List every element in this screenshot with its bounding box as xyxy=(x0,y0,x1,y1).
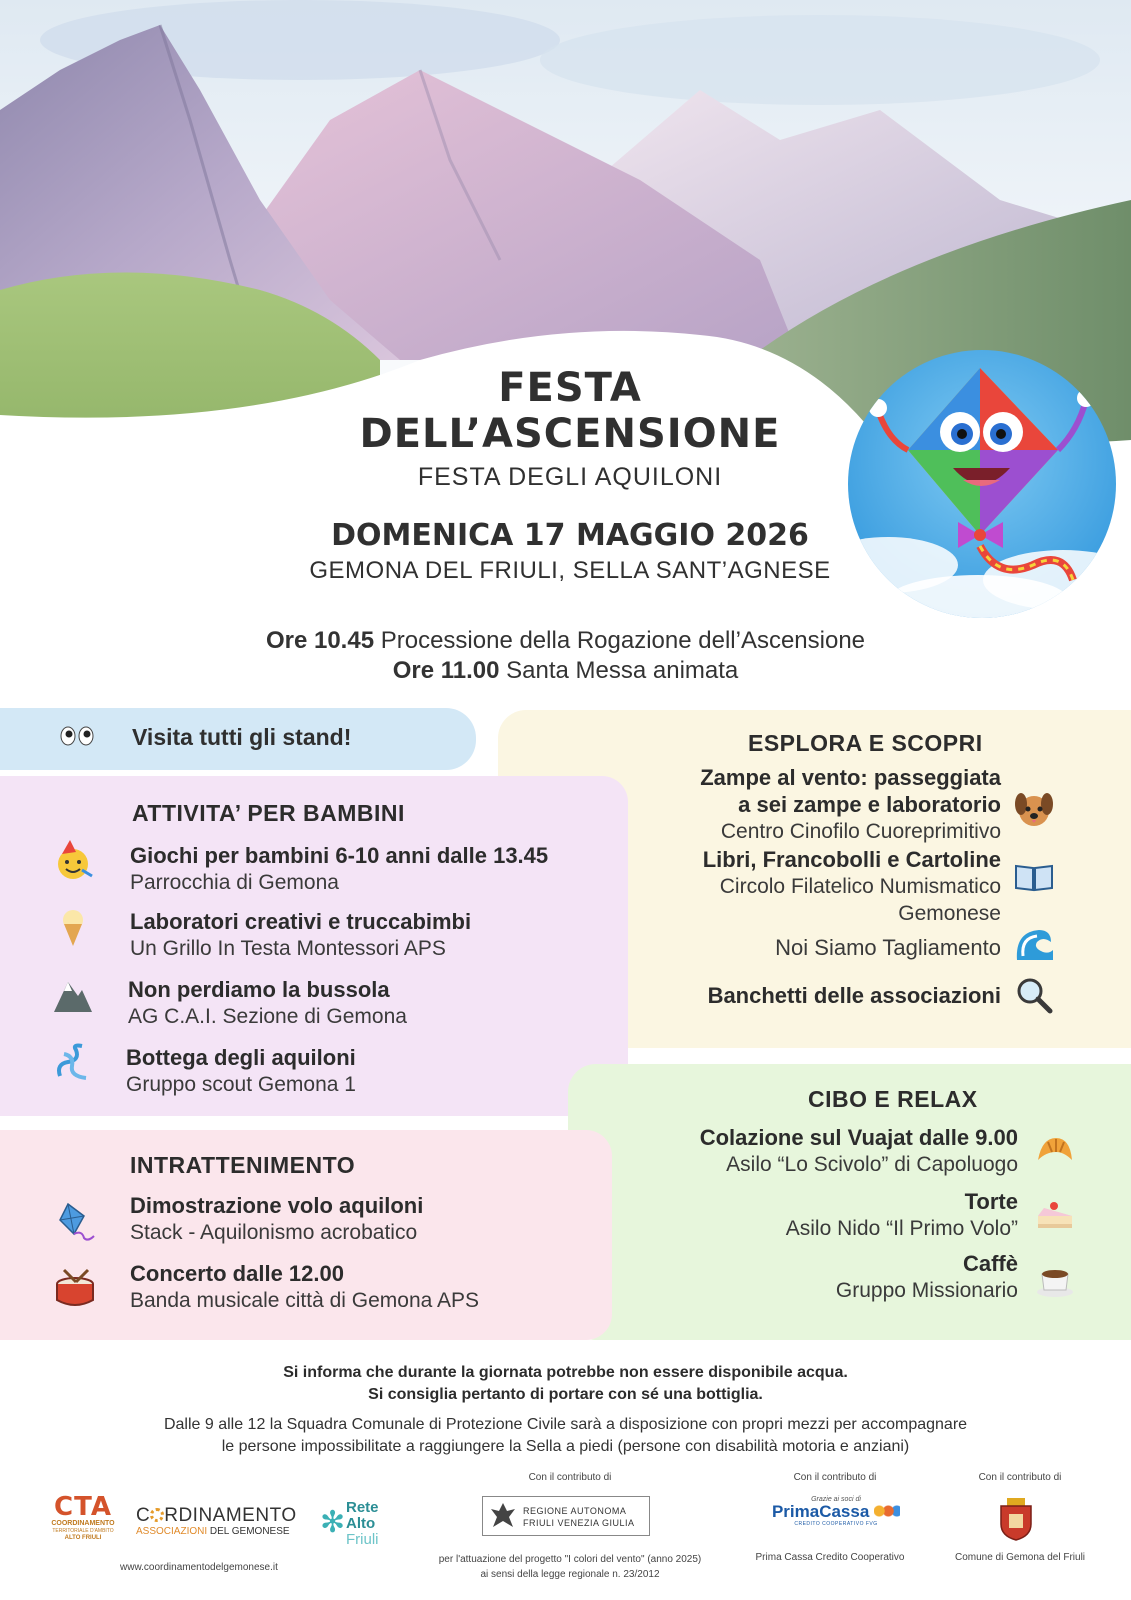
item-main: Laboratori creativi e truccabimbi xyxy=(130,909,472,934)
visit-label: Visita tutti gli stand! xyxy=(132,724,352,750)
event-date: DOMENICA 17 MAGGIO 2026 xyxy=(331,518,809,553)
item-main: Colazione sul Vuajat dalle 9.00 xyxy=(699,1125,1018,1150)
schedule-item xyxy=(0,626,1131,656)
schedule-time: Ore 10.45 xyxy=(265,627,375,654)
coord-sub: DEL GEMONESE xyxy=(209,1526,290,1537)
prima-small: CREDITO COOPERATIVO FVG xyxy=(794,1521,878,1527)
coins-icon xyxy=(874,1505,900,1517)
coordinamento-logo xyxy=(136,1506,297,1538)
primacassa-logo xyxy=(758,1496,914,1536)
explore-item xyxy=(708,982,1001,1009)
item-main: Non perdiamo la bussola xyxy=(128,977,390,1002)
item-sub: Gemonese xyxy=(898,902,1001,925)
contrib-label: Con il contributo di xyxy=(978,1472,1062,1483)
comune-caption: Comune di Gemona del Friuli xyxy=(954,1552,1086,1563)
coord-sub: ASSOCIAZIONI xyxy=(136,1526,208,1537)
schedule-item xyxy=(0,656,1131,686)
project-note xyxy=(400,1552,740,1582)
cta-logo xyxy=(50,1494,116,1542)
item-main: Concerto dalle 12.00 xyxy=(130,1261,344,1286)
schedule-text: Santa Messa animata xyxy=(506,657,739,684)
project-line: per l'attuazione del progetto "I colori del vento" (anno 2025) xyxy=(438,1554,702,1565)
item-sub: Asilo “Lo Scivolo” di Capoluogo xyxy=(726,1153,1018,1176)
rete-word: Rete xyxy=(346,1499,379,1516)
rete-word: Friuli xyxy=(346,1531,379,1548)
item-main: a sei zampe e laboratorio xyxy=(738,792,1001,817)
croissant-icon xyxy=(1034,1130,1076,1172)
item-sub: Parrocchia di Gemona xyxy=(130,871,339,894)
civil-line: Dalle 9 alle 12 la Squadra Comunale di Protezione Civile sarà a disposizione con propri mezzi per accompagnare xyxy=(163,1416,968,1433)
event-subtitle: FESTA DEGLI AQUILONI xyxy=(417,463,723,491)
website-link[interactable]: www.coordinamentodelgemonese.it xyxy=(120,1562,278,1573)
notice-line: Si consiglia pertanto di portare con sé una bottiglia. xyxy=(368,1386,763,1403)
cta-line: TERRITORIALE D'AMBITO xyxy=(52,1528,114,1534)
explore-item xyxy=(700,764,1001,845)
kids-item xyxy=(130,908,471,962)
item-sub: Gruppo Missionario xyxy=(835,1279,1018,1302)
book-icon xyxy=(1013,856,1055,898)
item-sub: Banda musicale città di Gemona APS xyxy=(130,1289,480,1312)
item-sub: Un Grillo In Testa Montessori APS xyxy=(130,937,446,960)
explore-item xyxy=(775,934,1001,961)
schedule-text: Processione della Rogazione dell’Ascensione xyxy=(380,627,866,654)
entertainment-item xyxy=(130,1192,423,1246)
food-item xyxy=(700,1124,1018,1178)
item-sub: Gruppo scout Gemona 1 xyxy=(126,1073,356,1096)
item-sub: Noi Siamo Tagliamento xyxy=(775,935,1001,960)
wave-icon xyxy=(1013,924,1055,966)
dog-icon xyxy=(1013,788,1055,830)
item-main: Giochi per bambini 6-10 anni dalle 13.45 xyxy=(130,843,549,868)
kids-item xyxy=(128,976,407,1030)
kids-title: ATTIVITA’ PER BAMBINI xyxy=(132,800,405,826)
coord-word: RDINAMENTO xyxy=(164,1505,297,1526)
kids-item xyxy=(126,1044,356,1098)
notice-line: Si informa che durante la giornata potrebbe non essere disponibile acqua. xyxy=(283,1364,848,1381)
item-sub: Circolo Filatelico Numismatico xyxy=(719,875,1001,898)
event-title-line2: DELL’ASCENSIONE xyxy=(359,411,781,457)
civil-protection-notice xyxy=(0,1414,1131,1458)
coord-letter: C xyxy=(136,1505,151,1526)
mountain-icon xyxy=(52,974,94,1016)
event-title-line1: FESTA xyxy=(498,365,642,411)
cta-line: COORDINAMENTO xyxy=(51,1520,115,1527)
eagle-icon xyxy=(489,1501,517,1531)
schedule xyxy=(0,626,1131,686)
item-main: Bottega degli aquiloni xyxy=(126,1045,356,1070)
magnifier-icon xyxy=(1013,974,1055,1016)
coffee-icon xyxy=(1034,1258,1076,1300)
prima-name: PrimaCassa xyxy=(771,1502,870,1521)
title-block xyxy=(250,365,890,585)
contrib-label: Con il contributo di xyxy=(793,1472,877,1483)
item-sub: Asilo Nido “Il Primo Volo” xyxy=(785,1217,1018,1240)
prima-caption: Prima Cassa Credito Cooperativo xyxy=(755,1552,905,1563)
sun-icon xyxy=(150,1508,164,1522)
water-notice xyxy=(0,1362,1131,1406)
item-main: Banchetti delle associazioni xyxy=(707,983,1001,1008)
gemona-coat-of-arms-icon xyxy=(995,1496,1037,1542)
party-face-icon xyxy=(52,840,94,882)
item-main: Caffè xyxy=(962,1251,1018,1276)
region-fvg-logo xyxy=(482,1496,650,1536)
schedule-time: Ore 11.00 xyxy=(392,657,500,684)
explore-item xyxy=(703,846,1001,927)
item-main: Zampe al vento: passeggiata xyxy=(700,765,1001,790)
region-line: FRIULI VENEZIA GIULIA xyxy=(523,1518,635,1528)
event-place: GEMONA DEL FRIULI, SELLA SANT’AGNESE xyxy=(309,557,831,584)
food-item xyxy=(836,1250,1018,1304)
item-main: Dimostrazione volo aquiloni xyxy=(130,1193,424,1218)
explore-title: ESPLORA E SCOPRI xyxy=(748,730,983,756)
prima-tag: Grazie ai soci di xyxy=(811,1496,861,1503)
cta-letters: CTA xyxy=(54,1492,112,1522)
item-main: Libri, Francobolli e Cartoline xyxy=(702,847,1001,872)
knot-icon xyxy=(52,1042,94,1084)
food-item xyxy=(786,1188,1018,1242)
eyes-icon xyxy=(60,726,94,752)
entertainment-panel xyxy=(0,1130,612,1340)
cake-icon xyxy=(1034,1194,1076,1236)
item-main: Torte xyxy=(964,1189,1018,1214)
asterisk-icon: ✻ xyxy=(320,1506,346,1539)
item-sub: Stack - Aquilonismo acrobatico xyxy=(130,1221,418,1244)
kite-icon xyxy=(54,1200,96,1242)
item-sub: AG C.A.I. Sezione di Gemona xyxy=(128,1005,407,1028)
visit-banner xyxy=(0,708,476,770)
region-line: REGIONE AUTONOMA xyxy=(523,1506,627,1516)
project-line: ai sensi della legge regionale n. 23/2012 xyxy=(480,1569,660,1580)
entertainment-title: INTRATTENIMENTO xyxy=(130,1152,356,1178)
entertainment-item xyxy=(130,1260,479,1314)
cta-line: ALTO FRIULI xyxy=(64,1535,102,1541)
rete-word: Alto xyxy=(346,1515,376,1532)
food-panel xyxy=(568,1064,1131,1340)
food-title: CIBO E RELAX xyxy=(808,1086,978,1112)
drum-icon xyxy=(54,1268,96,1310)
civil-line: le persone impossibilitate a raggiungere la Sella a piedi (persone con disabilità motoria e anziani) xyxy=(221,1438,910,1455)
ice-cream-icon xyxy=(52,906,94,948)
kids-item xyxy=(130,842,548,896)
contrib-label: Con il contributo di xyxy=(528,1472,612,1483)
item-sub: Centro Cinofilo Cuoreprimitivo xyxy=(720,820,1001,843)
kids-panel xyxy=(0,776,628,1116)
